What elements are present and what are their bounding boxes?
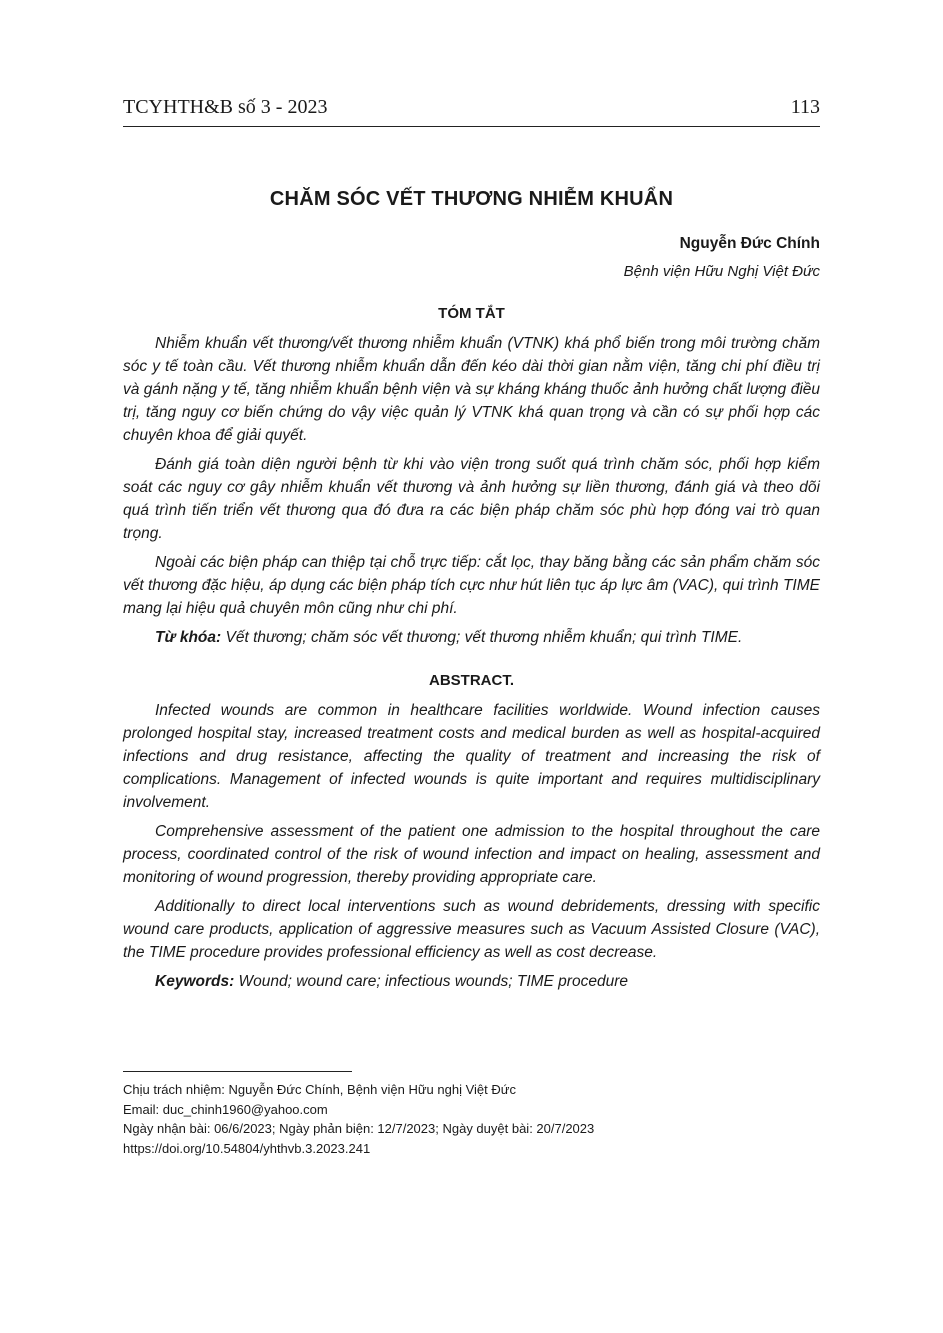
summary-paragraph: Ngoài các biện pháp can thiệp tại chỗ trực tiếp: cắt lọc, thay băng bằng các sản phẩm chăm sóc vết thương đặc hiệu, áp dụng các biện pháp tích cực như hút liên tục áp lực âm (VAC), qui trình TIME mang lại hiệu quả chuyên môn cũng như chi phí. [123, 554, 820, 617]
summary-heading: TÓM TẮT [438, 305, 505, 322]
keywords-text: Vết thương; chăm sóc vết thương; vết thương nhiễm khuẩn; qui trình TIME. [221, 629, 743, 646]
abstract-paragraph: Infected wounds are common in healthcare facilities worldwide. Wound infection causes prolonged hospital stay, increased treatment costs and medical burden as well as hospital-acquired infections and drug resistance, affecting the quality of treatment and increasing the risk of complications. Management of infected wounds is quite important and requires multidisciplinary involvement. [123, 702, 820, 811]
journal-issue: TCYHTH&B số 3 - 2023 [123, 96, 328, 118]
summary-keywords [123, 626, 820, 649]
article-title: CHĂM SÓC VẾT THƯƠNG NHIỄM KHUẨN [269, 188, 674, 210]
summary-paragraph: Nhiễm khuẩn vết thương/vết thương nhiễm khuẩn (VTNK) khá phổ biến trong môi trường chăm sóc y tế toàn cầu. Vết thương nhiễm khuẩn dẫn đến kéo dài thời gian nằm viện, tăng chi phí điều trị và gánh nặng y tế, tăng nhiễm khuẩn bệnh viện và sự kháng kháng thuốc ảnh hưởng chất lượng điều trị, tăng nguy cơ biến chứng do vậy việc quản lý VTNK khá quan trọng và cần có sự phối hợp các chuyên khoa để giải quyết. [123, 335, 820, 444]
keywords-label: Keywords: [155, 973, 235, 990]
footnotes [123, 1080, 820, 1158]
footnote-rule [123, 1071, 352, 1072]
footnote-responsibility: Chịu trách nhiệm: Nguyễn Đức Chính, Bệnh viện Hữu nghị Việt Đức [123, 1082, 516, 1097]
summary-body [123, 332, 820, 655]
abstract-keywords [123, 970, 820, 993]
abstract-body [123, 699, 820, 999]
author-affiliation: Bệnh viện Hữu Nghị Việt Đức [623, 263, 820, 280]
abstract-heading: ABSTRACT. [429, 672, 514, 689]
abstract-paragraph: Additionally to direct local interventions such as wound debridements, dressing with specific wound care products, application of aggressive measures such as Vacuum Assisted Closure (VAC), the TIME procedure provides professional efficiency as well as cost decrease. [123, 898, 820, 961]
abstract-paragraph: Comprehensive assessment of the patient one admission to the hospital throughout the care process, coordinated control of the risk of wound infection and impact on healing, assessment and monitoring of wound progression, thereby providing appropriate care. [123, 823, 820, 886]
author-name: Nguyễn Đức Chính [679, 235, 820, 252]
keywords-label: Từ khóa: [155, 629, 222, 646]
summary-paragraph: Đánh giá toàn diện người bệnh từ khi vào viện trong suốt quá trình chăm sóc, phối hợp kiểm soát các nguy cơ gây nhiễm khuẩn vết thương và ảnh hưởng sự liền thương, đánh giá và theo dõi quá trình tiến triển vết thương qua đó đưa ra các biện pháp chăm sóc phù hợp đóng vai trò quan trọng. [123, 456, 820, 542]
footnote-dates: Ngày nhận bài: 06/6/2023; Ngày phản biện: 12/7/2023; Ngày duyệt bài: 20/7/2023 [123, 1121, 595, 1136]
keywords-text: Wound; wound care; infectious wounds; TIME procedure [234, 973, 628, 990]
footnote-email: Email: duc_chinh1960@yahoo.com [123, 1101, 328, 1117]
running-header [123, 96, 820, 127]
footnote-doi: https://doi.org/10.54804/yhthvb.3.2023.241 [123, 1140, 371, 1156]
page-number: 113 [790, 96, 820, 118]
